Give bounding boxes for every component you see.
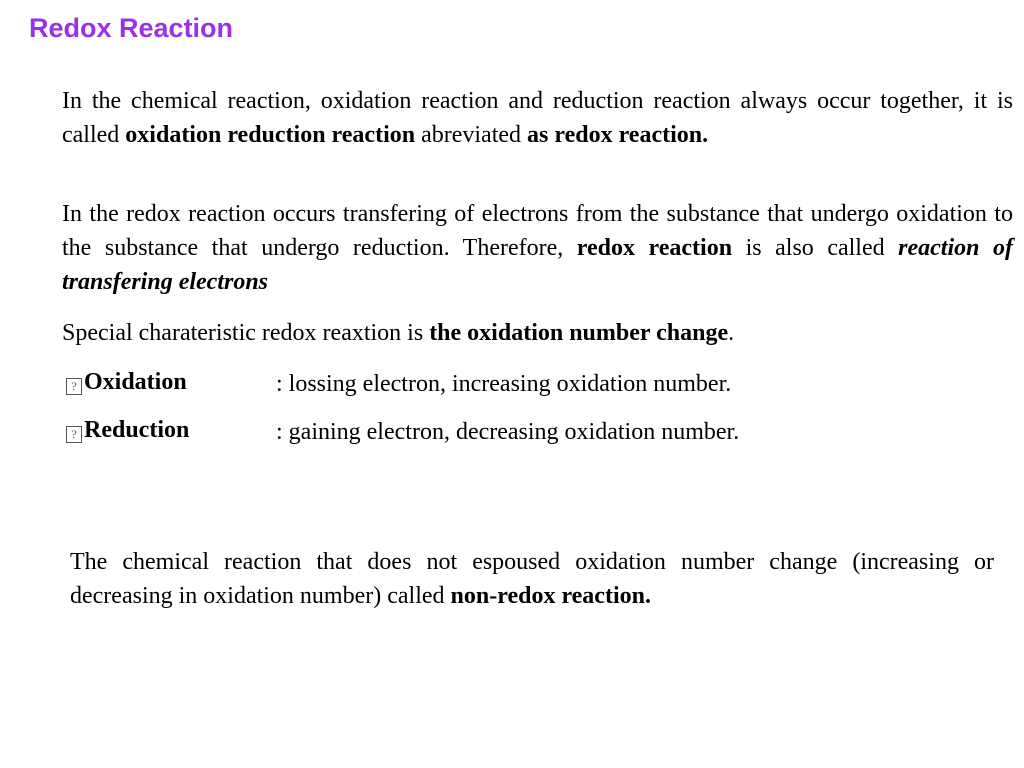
paragraph-non-redox	[70, 545, 994, 613]
para2-text: In the redox reaction occurs transfering of electrons from the substance that undergo oxidation to the substance that undergo reduction. Therefore,	[62, 201, 1013, 261]
bullet-definition-reduction: : gaining electron, decreasing oxidation number.	[276, 419, 740, 445]
paragraph-redox-definition	[62, 84, 1013, 152]
para3-text-2: .	[728, 320, 735, 346]
slide-title: Redox Reaction	[29, 13, 234, 43]
bullet-definition-oxidation: : lossing electron, increasing oxidation number.	[276, 371, 732, 397]
para4-bold-term: non-redox reaction.	[450, 583, 651, 609]
para1-bold-abbrev: as redox reaction.	[527, 122, 709, 148]
para3-bold-term: the oxidation number change	[429, 320, 729, 346]
bullet-glyph-icon: ?	[66, 378, 82, 395]
para4-text: The chemical reaction that does not espoused oxidation number change (increasing or decreasing in oxidation number) called	[70, 549, 994, 609]
para2-text-2: is also called	[732, 235, 899, 261]
para3-text: Special charateristic redox reaxtion is	[62, 320, 430, 346]
para1-bold-term: oxidation reduction reaction	[125, 122, 416, 148]
bullet-glyph-icon: ?	[66, 426, 82, 443]
para2-bold-term: redox reaction	[576, 235, 733, 261]
bullet-oxidation	[66, 365, 732, 399]
paragraph-electron-transfer	[62, 197, 1013, 299]
para2-bolditalic-term: reaction of transfering electrons	[62, 235, 1013, 295]
para1-text: In the chemical reaction, oxidation reaction and reduction reaction always occur together, it is called	[62, 88, 1013, 148]
bullet-term-reduction: Reduction	[84, 417, 190, 443]
paragraph-characteristic	[62, 316, 1013, 350]
bullet-term-oxidation: Oxidation	[84, 369, 187, 395]
bullet-reduction	[66, 413, 740, 447]
para1-text-2: abreviated	[415, 122, 528, 148]
